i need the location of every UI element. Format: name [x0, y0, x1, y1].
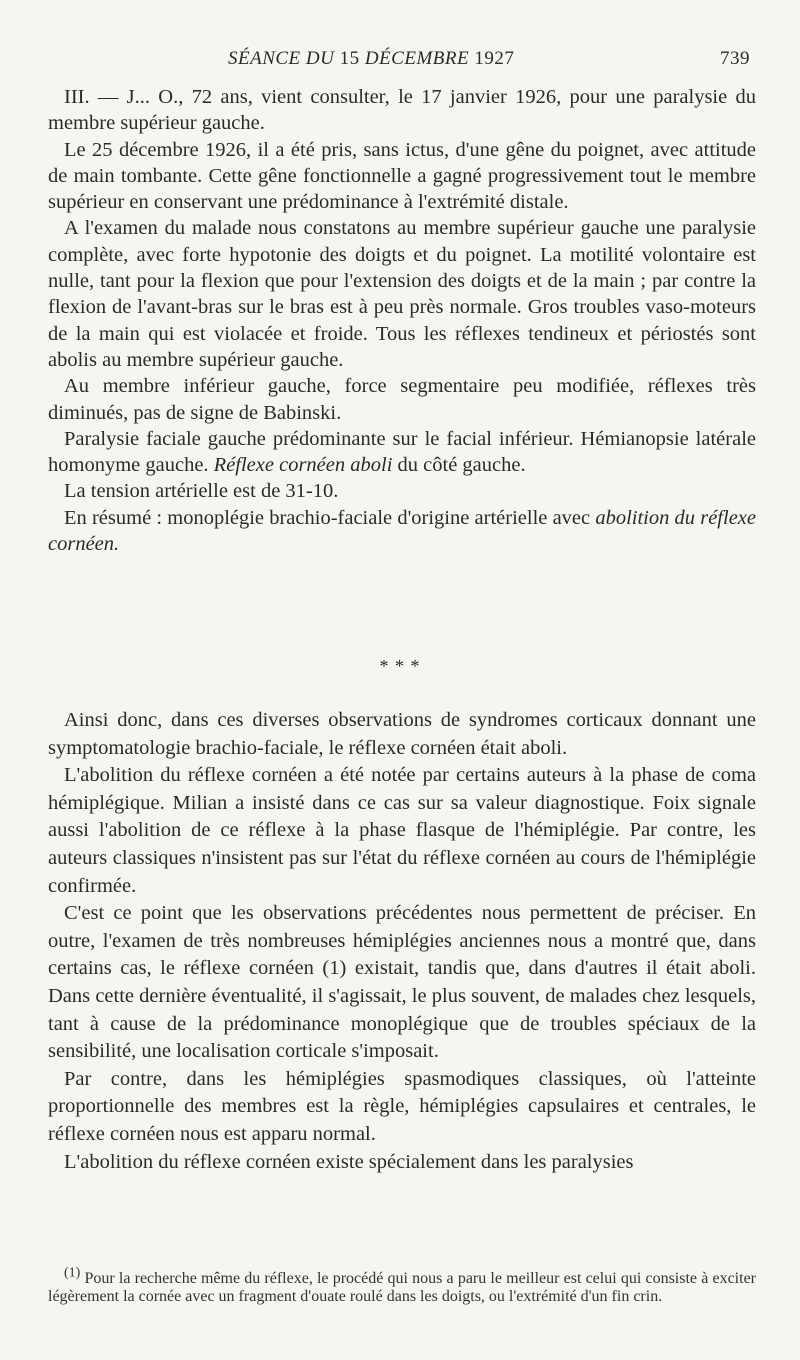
paragraph: La tension artérielle est de 31-10.	[64, 480, 339, 503]
running-title-year: 1927	[474, 48, 515, 69]
discussion-section	[48, 707, 756, 1176]
footnote-text: Pour la recherche même du réflexe, le procédé qui nous a paru le meilleur est celui qui consiste à exciter légèrement la cornée avec un fragment d'ouate roulé dans les doigts, ou l'extrémité d'un fin crin.	[48, 1270, 756, 1305]
case-report-section	[48, 84, 756, 557]
paragraph: Au membre inférieur gauche, force segmentaire peu modifiée, réflexes très diminués, pas de signe de Babinski.	[48, 375, 756, 424]
text-run: En résumé : monoplégie brachio-faciale d'origine artérielle avec	[64, 506, 596, 529]
text-run: Paralysie faciale gauche prédominante sur le facial inférieur. Hémianopsie latérale homonyme gauche.	[48, 427, 756, 477]
paragraph: Par contre, dans les hémiplégies spasmodiques classiques, où l'atteinte proportionnelle des membres est la règle, hémiplégies capsulaires et centrales, le réflexe cornéen nous est apparu normal.	[48, 1067, 756, 1145]
paragraph: L'abolition du réflexe cornéen existe spécialement dans les paralysies	[64, 1150, 634, 1173]
text-run: du côté gauche.	[392, 454, 526, 477]
footnote-paragraph	[48, 1265, 756, 1305]
emphasis: Réflexe cornéen aboli	[213, 454, 393, 477]
emphasis: abolition du réflexe cornéen.	[48, 506, 756, 556]
footnote-marker: (1)	[64, 1265, 81, 1281]
page-header	[0, 48, 800, 78]
running-title-day: 15	[339, 48, 360, 69]
paragraph: C'est ce point que les observations précédentes nous permettent de préciser. En outre, l'examen de très nombreuses hémiplégies anciennes nous a montré que, dans certains cas, le réflexe cornéen (1) existait, tandis que, dans d'autres il était aboli. Dans cette dernière éventualité, il s'agissait, le plus souvent, de malades chez lesquels, tant à cause de la prédominance monoplégique que de troubles spéciaux de la sensibilité, une localisation corticale s'imposait.	[48, 902, 756, 1063]
footnote	[48, 1265, 756, 1305]
paragraph: Ainsi donc, dans ces diverses observations de syndromes corticaux donnant une symptomatologie brachio-faciale, le réflexe cornéen était aboli.	[48, 709, 756, 759]
paragraph	[48, 505, 756, 558]
page-number: 739	[720, 48, 750, 69]
paragraph: Le 25 décembre 1926, il a été pris, sans ictus, d'une gêne du poignet, avec attitude de main tombante. Cette gêne fonctionnelle a gagné progressivement tout le membre supérieur en conservant une prédominance à l'extrémité distale.	[48, 138, 756, 214]
paragraph	[48, 426, 756, 479]
running-title-part: SÉANCE DU	[228, 48, 340, 69]
paragraph: A l'examen du malade nous constatons au membre supérieur gauche une paralysie complète, avec forte hypotonie des doigts et du poignet. La motilité volontaire est nulle, tant pour la flexion que pour l'extension des doigts et de la main ; par contre la flexion de l'avant-bras sur le bras est à peu près normale. Gros troubles vaso-moteurs de la main qui est violacée et froide. Tous les réflexes tendineux et périostés sont abolis au membre supérieur gauche.	[48, 217, 756, 371]
paragraph: III. — J... O., 72 ans, vient consulter, le 17 janvier 1926, pour une paralysie du membre supérieur gauche.	[48, 86, 756, 135]
running-title	[228, 48, 514, 70]
section-divider-asterism: * * *	[379, 656, 421, 676]
running-title-part: DÉCEMBRE	[359, 48, 475, 69]
paragraph: L'abolition du réflexe cornéen a été notée par certains auteurs à la phase de coma hémiplégique. Milian a insisté dans ce cas sur sa valeur diagnostique. Foix signale aussi l'abolition de ce réflexe à la phase flasque de l'hémiplégie. Par contre, les auteurs classiques n'insistent pas sur l'état du réflexe cornéen au cours de l'hémiplégie confirmée.	[48, 764, 756, 897]
